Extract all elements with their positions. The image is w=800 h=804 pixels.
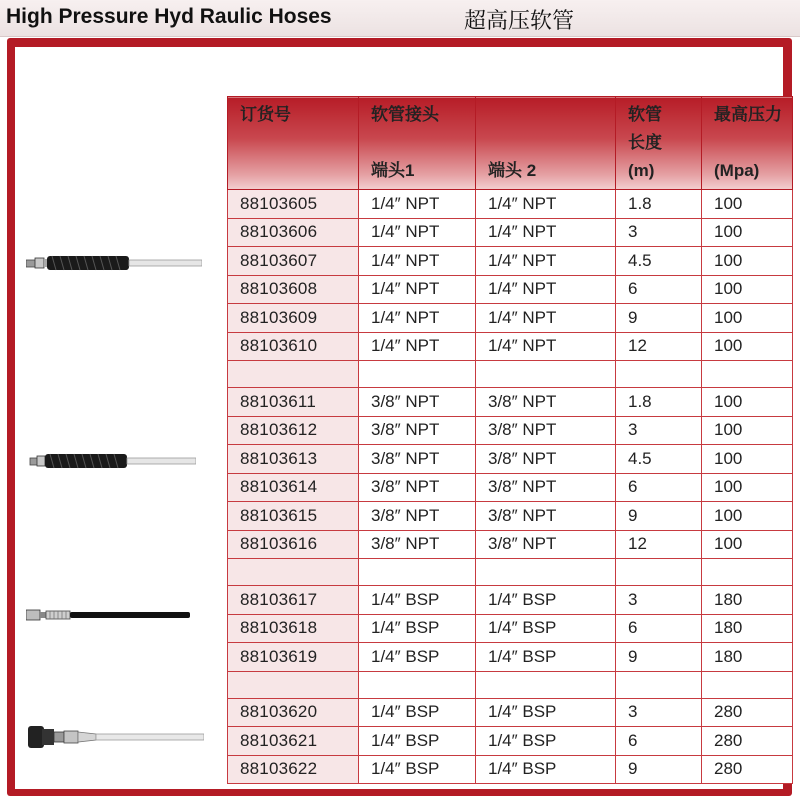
spacer-cell <box>616 671 702 698</box>
hose-npt-three-eighths-image <box>26 453 196 469</box>
length-cell: 3 <box>616 586 702 615</box>
length-cell: 12 <box>616 530 702 559</box>
table-row <box>228 190 793 219</box>
spacer-cell <box>616 559 702 586</box>
spacer-cell <box>228 671 359 698</box>
spacer-cell <box>228 361 359 388</box>
group-spacer-row <box>228 671 793 698</box>
end2-cell: 1/4″ BSP <box>476 698 616 727</box>
table-row <box>228 698 793 727</box>
pressure-cell: 100 <box>702 304 793 333</box>
spacer-cell <box>702 671 793 698</box>
end1-cell: 1/4″ NPT <box>359 247 476 276</box>
spacer-cell <box>476 671 616 698</box>
end2-cell: 1/4″ NPT <box>476 190 616 219</box>
table-row <box>228 275 793 304</box>
end1-cell: 1/4″ BSP <box>359 755 476 784</box>
pressure-cell: 280 <box>702 698 793 727</box>
order-code-cell: 88103619 <box>228 643 359 672</box>
order-code-cell: 88103605 <box>228 190 359 219</box>
order-code-cell: 88103612 <box>228 416 359 445</box>
header-end2: 端头 2 <box>476 97 616 190</box>
table-row <box>228 755 793 784</box>
end1-cell: 1/4″ BSP <box>359 614 476 643</box>
end2-cell: 1/4″ BSP <box>476 727 616 756</box>
hose-bsp-coupler-image <box>26 722 204 752</box>
order-code-cell: 88103607 <box>228 247 359 276</box>
table-row <box>228 586 793 615</box>
length-cell: 4.5 <box>616 445 702 474</box>
pressure-cell: 100 <box>702 218 793 247</box>
order-code-cell: 88103606 <box>228 218 359 247</box>
group-spacer-row <box>228 559 793 586</box>
spacer-cell <box>702 559 793 586</box>
table-row <box>228 332 793 361</box>
order-code-cell: 88103616 <box>228 530 359 559</box>
length-cell: 1.8 <box>616 388 702 417</box>
pressure-cell: 100 <box>702 530 793 559</box>
end1-cell: 1/4″ NPT <box>359 304 476 333</box>
end2-cell: 1/4″ BSP <box>476 643 616 672</box>
header-order-no: 订货号 <box>228 97 359 190</box>
table-row <box>228 502 793 531</box>
order-code-cell: 88103620 <box>228 698 359 727</box>
end1-cell: 3/8″ NPT <box>359 445 476 474</box>
end2-cell: 1/4″ NPT <box>476 275 616 304</box>
end1-cell: 3/8″ NPT <box>359 416 476 445</box>
end1-cell: 3/8″ NPT <box>359 502 476 531</box>
title-english: High Pressure Hyd Raulic Hoses <box>6 5 332 28</box>
order-code-cell: 88103621 <box>228 727 359 756</box>
order-code-cell: 88103622 <box>228 755 359 784</box>
end2-cell: 1/4″ BSP <box>476 614 616 643</box>
pressure-cell: 100 <box>702 332 793 361</box>
end2-cell: 3/8″ NPT <box>476 416 616 445</box>
pressure-cell: 180 <box>702 643 793 672</box>
spacer-cell <box>359 671 476 698</box>
pressure-cell: 100 <box>702 416 793 445</box>
table-row <box>228 643 793 672</box>
title-chinese: 超高压软管 <box>464 9 575 34</box>
end1-cell: 3/8″ NPT <box>359 530 476 559</box>
order-code-cell: 88103613 <box>228 445 359 474</box>
end2-cell: 3/8″ NPT <box>476 445 616 474</box>
spacer-cell <box>702 361 793 388</box>
order-code-cell: 88103610 <box>228 332 359 361</box>
pressure-cell: 100 <box>702 388 793 417</box>
end2-cell: 3/8″ NPT <box>476 473 616 502</box>
length-cell: 3 <box>616 416 702 445</box>
length-cell: 9 <box>616 755 702 784</box>
order-code-cell: 88103614 <box>228 473 359 502</box>
order-code-cell: 88103617 <box>228 586 359 615</box>
table-row <box>228 530 793 559</box>
order-code-cell: 88103615 <box>228 502 359 531</box>
end2-cell: 1/4″ NPT <box>476 218 616 247</box>
end2-cell: 3/8″ NPT <box>476 502 616 531</box>
length-cell: 9 <box>616 502 702 531</box>
header-end1: 端头1 <box>371 161 415 180</box>
length-cell: 12 <box>616 332 702 361</box>
table-row <box>228 445 793 474</box>
group-spacer-row <box>228 361 793 388</box>
table-row <box>228 388 793 417</box>
length-cell: 4.5 <box>616 247 702 276</box>
end1-cell: 1/4″ NPT <box>359 218 476 247</box>
spacer-cell <box>616 361 702 388</box>
end1-cell: 1/4″ NPT <box>359 332 476 361</box>
hose-npt-quarter-image <box>26 255 202 271</box>
pressure-cell: 100 <box>702 247 793 276</box>
end1-cell: 1/4″ BSP <box>359 698 476 727</box>
header-pressure: 最高压力 (Mpa) <box>702 97 793 190</box>
length-cell: 3 <box>616 218 702 247</box>
order-code-cell: 88103608 <box>228 275 359 304</box>
end1-cell: 1/4″ BSP <box>359 586 476 615</box>
pressure-cell: 180 <box>702 586 793 615</box>
spacer-cell <box>359 361 476 388</box>
order-code-cell: 88103611 <box>228 388 359 417</box>
pressure-cell: 100 <box>702 502 793 531</box>
length-cell: 6 <box>616 275 702 304</box>
pressure-cell: 100 <box>702 473 793 502</box>
end1-cell: 1/4″ NPT <box>359 190 476 219</box>
header-bar <box>0 0 800 37</box>
pressure-cell: 100 <box>702 275 793 304</box>
length-cell: 1.8 <box>616 190 702 219</box>
end2-cell: 3/8″ NPT <box>476 530 616 559</box>
table-row <box>228 304 793 333</box>
pressure-cell: 100 <box>702 190 793 219</box>
header-fitting: 软管接头 端头1 <box>359 97 476 190</box>
pressure-cell: 180 <box>702 614 793 643</box>
end1-cell: 3/8″ NPT <box>359 473 476 502</box>
end2-cell: 1/4″ NPT <box>476 247 616 276</box>
table-row <box>228 614 793 643</box>
end2-cell: 1/4″ BSP <box>476 586 616 615</box>
length-cell: 9 <box>616 304 702 333</box>
pressure-cell: 100 <box>702 445 793 474</box>
table-header-row <box>228 97 793 190</box>
end2-cell: 1/4″ NPT <box>476 332 616 361</box>
end1-cell: 3/8″ NPT <box>359 388 476 417</box>
spacer-cell <box>359 559 476 586</box>
length-cell: 6 <box>616 727 702 756</box>
spacer-cell <box>228 559 359 586</box>
end2-cell: 3/8″ NPT <box>476 388 616 417</box>
end2-cell: 1/4″ NPT <box>476 304 616 333</box>
length-cell: 6 <box>616 614 702 643</box>
end1-cell: 1/4″ BSP <box>359 727 476 756</box>
pressure-cell: 280 <box>702 727 793 756</box>
length-cell: 6 <box>616 473 702 502</box>
table-row <box>228 473 793 502</box>
spacer-cell <box>476 361 616 388</box>
pressure-cell: 280 <box>702 755 793 784</box>
end1-cell: 1/4″ BSP <box>359 643 476 672</box>
table-row <box>228 416 793 445</box>
table-row <box>228 727 793 756</box>
table-body <box>228 190 793 784</box>
order-code-cell: 88103609 <box>228 304 359 333</box>
length-cell: 9 <box>616 643 702 672</box>
end1-cell: 1/4″ NPT <box>359 275 476 304</box>
end2-cell: 1/4″ BSP <box>476 755 616 784</box>
table-row <box>228 247 793 276</box>
hose-spec-table <box>227 96 793 784</box>
header-length: 软管 长度 (m) <box>616 97 702 190</box>
order-code-cell: 88103618 <box>228 614 359 643</box>
table-row <box>228 218 793 247</box>
length-cell: 3 <box>616 698 702 727</box>
spacer-cell <box>476 559 616 586</box>
hose-bsp-black-image <box>26 607 190 623</box>
